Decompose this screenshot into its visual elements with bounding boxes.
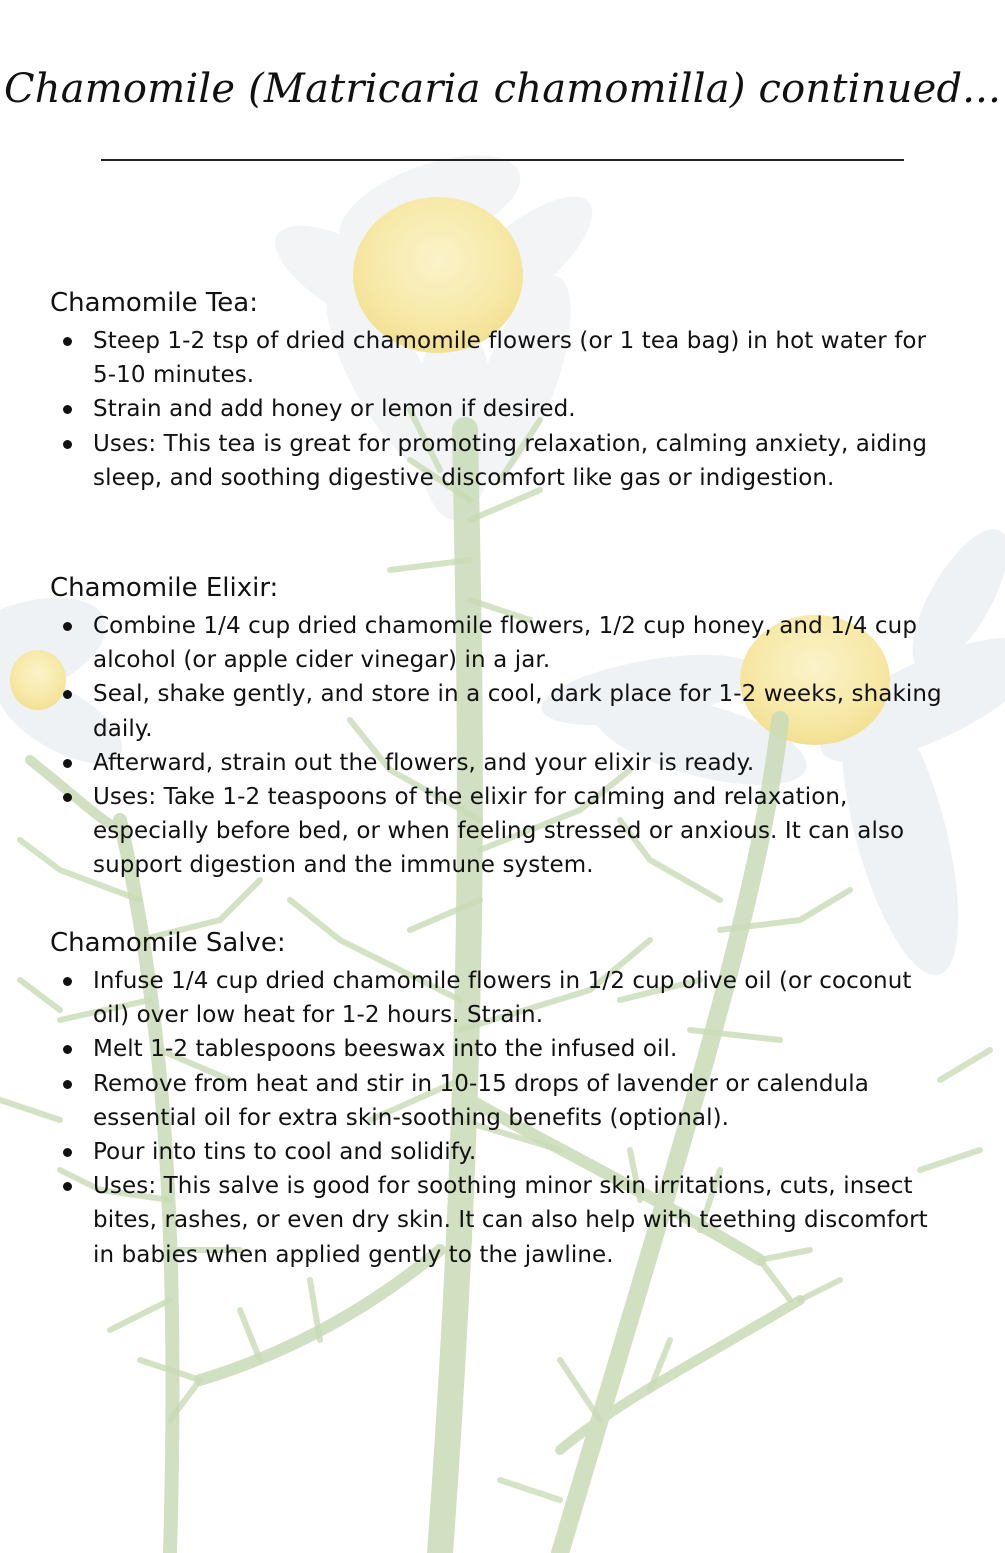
list-item-text: Uses: This salve is good for soothing minor skin irritations, cuts, insect bites, rashes, or even dry skin. It can also help with teething discomfort in babies when applied gently to the jawline. bbox=[93, 1173, 928, 1268]
list-item bbox=[93, 1067, 950, 1135]
bullet-icon bbox=[63, 1080, 72, 1089]
bullet-list bbox=[50, 609, 950, 883]
list-item-text: Infuse 1/4 cup dried chamomile flowers in 1/2 cup olive oil (or coconut oil) over low heat for 1-2 hours. Strain. bbox=[93, 968, 912, 1029]
list-item bbox=[93, 392, 950, 426]
page-title: Chamomile (Matricaria chamomilla) continued... bbox=[3, 66, 1001, 112]
list-item-text: Pour into tins to cool and solidify. bbox=[93, 1139, 477, 1166]
list-item-text: Afterward, strain out the flowers, and your elixir is ready. bbox=[93, 749, 755, 776]
section-heading: Chamomile Tea: bbox=[50, 288, 258, 318]
bullet-icon bbox=[63, 690, 72, 699]
bullet-list bbox=[50, 324, 950, 495]
bullet-list bbox=[50, 964, 950, 1272]
list-item bbox=[93, 427, 950, 495]
list-item-text: Melt 1-2 tablespoons beeswax into the infused oil. bbox=[93, 1036, 678, 1063]
list-item-text: Remove from heat and stir in 10-15 drops of lavender or calendula essential oil for extra skin-soothing benefits (optional). bbox=[93, 1070, 869, 1131]
bullet-icon bbox=[63, 1148, 72, 1157]
list-item bbox=[93, 746, 950, 780]
list-item bbox=[93, 324, 950, 392]
section-heading: Chamomile Salve: bbox=[50, 928, 286, 958]
section-chamomile-elixir bbox=[50, 572, 950, 883]
list-item bbox=[93, 677, 950, 745]
bullet-icon bbox=[63, 759, 72, 768]
title-divider bbox=[101, 159, 904, 161]
list-item bbox=[93, 609, 950, 677]
list-item-text: Steep 1-2 tsp of dried chamomile flowers (or 1 tea bag) in hot water for 5-10 minutes. bbox=[93, 328, 927, 389]
list-item bbox=[93, 1032, 950, 1066]
bullet-icon bbox=[63, 1182, 72, 1191]
list-item bbox=[93, 1169, 950, 1272]
list-item-text: Combine 1/4 cup dried chamomile flowers, 1/2 cup honey, and 1/4 cup alcohol (or apple cider vinegar) in a jar. bbox=[93, 613, 918, 674]
bullet-icon bbox=[63, 622, 72, 631]
bullet-icon bbox=[63, 337, 72, 346]
bullet-icon bbox=[63, 793, 72, 802]
bullet-icon bbox=[63, 405, 72, 414]
list-item-text: Uses: Take 1-2 teaspoons of the elixir for calming and relaxation, especially before bed, or when feeling stressed or anxious. It can also support digestion and the immune system. bbox=[93, 784, 905, 879]
bullet-icon bbox=[63, 977, 72, 986]
list-item-text: Strain and add honey or lemon if desired. bbox=[93, 396, 576, 423]
bullet-icon bbox=[63, 440, 72, 449]
list-item bbox=[93, 1135, 950, 1169]
section-heading: Chamomile Elixir: bbox=[50, 573, 279, 603]
section-chamomile-salve bbox=[50, 927, 950, 1272]
list-item-text: Seal, shake gently, and store in a cool, dark place for 1-2 weeks, shaking daily. bbox=[93, 681, 942, 742]
section-chamomile-tea bbox=[50, 287, 950, 495]
bullet-icon bbox=[63, 1045, 72, 1054]
list-item bbox=[93, 964, 950, 1032]
list-item bbox=[93, 780, 950, 883]
list-item-text: Uses: This tea is great for promoting relaxation, calming anxiety, aiding sleep, and soothing digestive discomfort like gas or indigestion. bbox=[93, 430, 928, 491]
